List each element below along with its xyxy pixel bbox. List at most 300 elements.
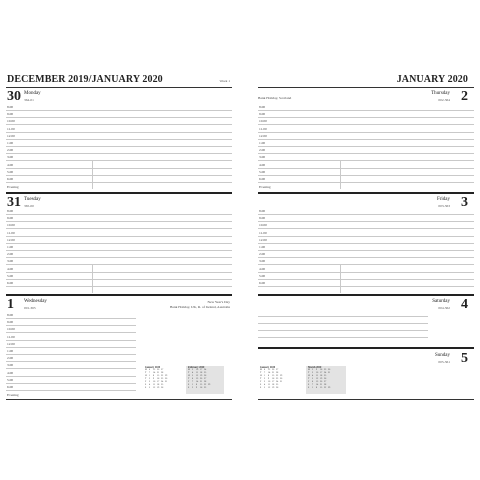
mini-calendar-cell: 23: [324, 369, 327, 371]
mini-calendar-cell: 21: [200, 381, 203, 383]
day-number-31: 31: [7, 195, 21, 210]
mini-calendar-cell: F: [188, 381, 190, 383]
time-slot-line[interactable]: [6, 160, 232, 161]
mini-calendar-cell: 29: [328, 387, 331, 389]
mini-calendar-cell: T: [260, 372, 262, 374]
time-slot-line[interactable]: [6, 168, 232, 169]
time-label: 5.00: [7, 377, 14, 382]
day-of-year: 004-362: [438, 306, 450, 310]
mini-calendar-cell: 28: [204, 381, 207, 383]
time-slot-line[interactable]: [6, 117, 232, 118]
time-slot-line[interactable]: [258, 110, 474, 111]
mini-calendar-cell: 12: [268, 387, 271, 389]
time-slot-line[interactable]: [6, 175, 232, 176]
time-label: 10.00: [7, 327, 15, 332]
mini-calendar-row: [145, 387, 172, 390]
day-name-sunday: Sunday: [435, 353, 450, 358]
mini-calendar-cell: 27: [204, 378, 207, 380]
mini-calendar-cell: 15: [272, 375, 275, 377]
mini-calendar-cell: 19: [320, 378, 323, 380]
mini-calendar-cell: 28: [161, 372, 164, 374]
mini-calendar-grid: [260, 369, 287, 390]
time-label: 9.00: [259, 112, 266, 117]
time-slot-line[interactable]: [258, 124, 474, 125]
mini-calendar-cell: T: [145, 378, 147, 380]
mini-calendar-cell: 30: [328, 369, 331, 371]
time-label: 10.00: [7, 119, 15, 124]
time-slot-line[interactable]: [258, 272, 474, 273]
time-slot-line[interactable]: [6, 250, 232, 251]
time-slot-line[interactable]: [6, 228, 232, 229]
time-label: 2.00: [7, 252, 14, 257]
mini-calendar-cell: M: [260, 369, 262, 371]
mini-calendar-cell: 22: [161, 375, 164, 377]
page-bottom-rule: [258, 399, 474, 400]
time-slot-line[interactable]: [6, 368, 136, 369]
time-slot-line[interactable]: [258, 243, 474, 244]
mini-calendar-title: January 2020: [145, 366, 161, 369]
mini-calendar-cell: 12: [153, 387, 156, 389]
note-line[interactable]: [258, 330, 428, 331]
time-label: 12.00: [7, 133, 15, 138]
mini-calendar-cell: 4: [149, 384, 151, 386]
time-label: 5.00: [7, 273, 14, 278]
day-name-thursday: Thursday: [431, 91, 450, 96]
time-label: 2.00: [259, 148, 266, 153]
mini-calendar-cell: 22: [204, 384, 207, 386]
mini-calendar-cell: S: [188, 384, 190, 386]
evening-label: Evening: [7, 185, 19, 190]
time-slot-line[interactable]: [258, 182, 474, 183]
time-label: 5.00: [7, 169, 14, 174]
mini-calendar-cell: 7: [149, 372, 151, 374]
time-label: 9.00: [7, 216, 14, 221]
mini-calendar-cell: 23: [204, 387, 207, 389]
mini-calendar-cell: 14: [153, 372, 156, 374]
time-slot-line[interactable]: [6, 318, 136, 319]
mini-calendar-cell: 18: [200, 372, 203, 374]
mini-calendar-cell: 8: [316, 387, 318, 389]
time-label: 3.00: [7, 259, 14, 264]
mini-calendar-cell: 23: [276, 378, 279, 380]
day-of-year: 001-365: [24, 306, 36, 310]
mini-calendar-cell: 26: [276, 387, 279, 389]
mini-calendar-cell: 9: [268, 378, 270, 380]
mini-calendar-cell: 3: [149, 381, 151, 383]
mini-calendar-cell: 5: [312, 378, 314, 380]
mini-calendar-title: February 2020: [188, 366, 205, 369]
mini-calendar-cell: M: [308, 369, 310, 371]
mini-calendar-cell: W: [260, 375, 263, 377]
time-label: 12.00: [7, 237, 15, 242]
time-slot-line[interactable]: [258, 286, 474, 287]
day-of-year: 003-363: [438, 204, 450, 208]
mini-calendar-cell: 6: [264, 369, 266, 371]
time-label: 4.00: [7, 266, 14, 271]
time-slot-line[interactable]: [6, 221, 232, 222]
mini-calendar-cell: 1: [312, 387, 314, 389]
mini-calendar-cell: 11: [153, 384, 156, 386]
mini-calendar-cell: 9: [316, 369, 318, 371]
mini-calendar-cell: 2: [312, 369, 314, 371]
mini-calendar-cell: 6: [192, 378, 194, 380]
time-label: 3.00: [259, 259, 266, 264]
mini-calendar-cell: 10: [316, 372, 319, 374]
mini-calendar-cell: W: [145, 375, 148, 377]
mini-calendar-cell: 2: [264, 378, 266, 380]
holiday-note: New Year's Day: [207, 300, 230, 304]
time-label: 6.00: [7, 385, 14, 389]
mini-calendar-grid: [308, 369, 335, 390]
mini-calendar-cell: 31: [280, 381, 283, 383]
mini-calendar-cell: 5: [192, 375, 194, 377]
mini-calendar-january: [260, 366, 287, 390]
mini-calendar-cell: 27: [276, 369, 279, 371]
time-slot-line[interactable]: [258, 228, 474, 229]
time-label: 8.00: [7, 209, 14, 213]
mini-calendar-title: January 2020: [260, 366, 276, 369]
mini-calendar-cell: 28: [276, 372, 279, 374]
mini-calendar-cell: 16: [200, 387, 203, 389]
mini-calendar-cell: 14: [196, 381, 199, 383]
time-slot-line[interactable]: [258, 168, 474, 169]
mini-calendar-cell: 13: [316, 381, 319, 383]
mini-calendar-february: [188, 366, 215, 390]
mini-calendar-cell: 26: [161, 387, 164, 389]
mini-calendar-grid: [188, 369, 215, 390]
mini-calendar-cell: 22: [276, 375, 279, 377]
column-divider: [340, 264, 341, 293]
day-number-30: 30: [7, 89, 21, 104]
mini-calendar-january: [145, 366, 172, 390]
column-divider: [92, 264, 93, 293]
mini-calendar-cell: 12: [316, 378, 319, 380]
mini-calendar-cell: 24: [161, 381, 164, 383]
time-slot-line[interactable]: [6, 272, 232, 273]
time-label: 1.00: [259, 141, 266, 145]
time-slot-line[interactable]: [6, 376, 136, 377]
note-line[interactable]: [258, 337, 428, 338]
time-label: 8.00: [7, 313, 14, 317]
mini-calendar-cell: 18: [320, 375, 323, 377]
time-label: 2.00: [7, 148, 14, 153]
mini-calendar-cell: W: [308, 375, 311, 377]
time-slot-line[interactable]: [258, 236, 474, 237]
mini-calendar-cell: 19: [272, 387, 275, 389]
time-label: 9.00: [259, 216, 266, 221]
time-slot-line[interactable]: [6, 361, 136, 362]
mini-calendar-cell: 20: [157, 369, 160, 371]
mini-calendar-cell: 25: [324, 375, 327, 377]
time-label: 6.00: [259, 177, 266, 181]
day-of-year: 005-361: [438, 360, 450, 364]
time-slot-line[interactable]: [258, 139, 474, 140]
time-slot-line[interactable]: [6, 383, 136, 384]
mini-calendar-cell: 24: [324, 372, 327, 374]
mini-calendar-cell: 27: [161, 369, 164, 371]
day-number-3: 3: [461, 195, 468, 210]
mini-calendar-cell: S: [145, 384, 147, 386]
mini-calendar-cell: T: [145, 372, 147, 374]
mini-calendar-cell: 30: [165, 378, 168, 380]
day-name-saturday: Saturday: [432, 299, 450, 304]
day-separator: [6, 294, 232, 296]
time-slot-line[interactable]: [6, 124, 232, 125]
time-slot-line[interactable]: [6, 340, 136, 341]
time-slot-line[interactable]: [6, 279, 232, 280]
time-label: 11.00: [259, 230, 267, 235]
time-label: 3.00: [259, 155, 266, 160]
time-label: 1.00: [7, 141, 14, 145]
time-slot-line[interactable]: [258, 214, 474, 215]
mini-calendar-cell: S: [260, 384, 262, 386]
mini-calendar-cell: 13: [268, 369, 271, 371]
time-slot-line[interactable]: [6, 286, 232, 287]
mini-calendar-cell: 14: [316, 384, 319, 386]
time-slot-line[interactable]: [258, 257, 474, 258]
mini-calendar-cell: 27: [324, 381, 327, 383]
mini-calendar-cell: 21: [157, 372, 160, 374]
mini-calendar-cell: S: [188, 387, 190, 389]
mini-calendar-grid: [145, 369, 172, 390]
column-divider: [92, 160, 93, 189]
mini-calendar-cell: 11: [196, 372, 199, 374]
time-label: 5.00: [259, 169, 266, 174]
mini-calendar-cell: 25: [204, 372, 207, 374]
day-number-4: 4: [461, 297, 468, 312]
mini-calendar-cell: 11: [268, 384, 271, 386]
day-separator: [258, 192, 474, 194]
time-slot-line[interactable]: [6, 243, 232, 244]
time-slot-line[interactable]: [6, 354, 136, 355]
time-label: 1.00: [7, 349, 14, 353]
mini-calendar-row: [260, 387, 287, 390]
evening-label: Evening: [259, 185, 271, 190]
mini-calendar-cell: 5: [149, 387, 151, 389]
mini-calendar-cell: 17: [320, 372, 323, 374]
mini-calendar-cell: T: [188, 372, 190, 374]
left-page-header: DECEMBER 2019/JANUARY 2020: [7, 74, 163, 85]
time-slot-line[interactable]: [258, 117, 474, 118]
mini-calendar-cell: 16: [320, 369, 323, 371]
mini-calendar-cell: 17: [200, 369, 203, 371]
time-slot-line[interactable]: [6, 264, 232, 265]
time-label: 12.00: [259, 133, 267, 138]
mini-calendar-cell: 31: [165, 381, 168, 383]
mini-calendar-cell: F: [145, 381, 147, 383]
mini-calendar-cell: 17: [272, 381, 275, 383]
mini-calendar-cell: 14: [268, 372, 271, 374]
time-label: 10.00: [259, 223, 267, 228]
mini-calendar-march: [308, 366, 335, 390]
time-label: 12.00: [7, 341, 15, 346]
time-slot-line[interactable]: [258, 153, 474, 154]
day-separator: [258, 347, 474, 349]
time-slot-line[interactable]: [6, 153, 232, 154]
time-label: 11.00: [7, 230, 15, 235]
mini-calendar-cell: 16: [272, 378, 275, 380]
mini-calendar-cell: 21: [320, 384, 323, 386]
time-slot-line[interactable]: [258, 175, 474, 176]
mini-calendar-cell: 26: [204, 375, 207, 377]
mini-calendar-cell: 9: [196, 387, 198, 389]
header-rule: [6, 87, 232, 88]
mini-calendar-row: [188, 387, 215, 390]
mini-calendar-cell: T: [188, 378, 190, 380]
mini-calendar-cell: 10: [268, 381, 271, 383]
mini-calendar-cell: T: [260, 378, 262, 380]
time-label: 4.00: [259, 266, 266, 271]
mini-calendar-cell: 3: [192, 369, 194, 371]
mini-calendar-cell: T: [308, 378, 310, 380]
day-of-year: 365-00: [24, 204, 34, 208]
mini-calendar-cell: 29: [165, 375, 168, 377]
mini-calendar-cell: 13: [196, 378, 199, 380]
mini-calendar-cell: 15: [200, 384, 203, 386]
time-slot-line[interactable]: [6, 132, 232, 133]
mini-calendar-cell: M: [145, 369, 147, 371]
mini-calendar-cell: 4: [312, 375, 314, 377]
mini-calendar-cell: 18: [157, 384, 160, 386]
mini-calendar-cell: 31: [328, 372, 331, 374]
time-slot-line[interactable]: [6, 257, 232, 258]
mini-calendar-cell: 15: [157, 375, 160, 377]
time-slot-line[interactable]: [6, 214, 232, 215]
time-label: 4.00: [7, 370, 14, 375]
mini-calendar-cell: 1: [192, 384, 194, 386]
time-label: 1.00: [7, 245, 14, 249]
mini-calendar-cell: 7: [192, 381, 194, 383]
time-label: 2.00: [259, 252, 266, 257]
time-slot-line[interactable]: [6, 110, 232, 111]
time-label: 5.00: [259, 273, 266, 278]
mini-calendar-cell: 2: [149, 378, 151, 380]
mini-calendar-cell: 19: [200, 375, 203, 377]
mini-calendar-cell: 2: [192, 387, 194, 389]
mini-calendar-cell: 24: [276, 381, 279, 383]
mini-calendar-cell: 15: [320, 387, 323, 389]
mini-calendar-cell: 11: [316, 375, 319, 377]
mini-calendar-cell: 8: [268, 375, 270, 377]
mini-calendar-cell: 23: [161, 378, 164, 380]
header-rule: [258, 87, 474, 88]
mini-calendar-cell: 20: [272, 369, 275, 371]
time-label: 8.00: [259, 105, 266, 109]
mini-calendar-cell: 7: [312, 384, 314, 386]
time-slot-line[interactable]: [6, 182, 232, 183]
mini-calendar-cell: 7: [264, 372, 266, 374]
mini-calendar-cell: 25: [276, 384, 279, 386]
time-slot-line[interactable]: [258, 132, 474, 133]
day-number-1: 1: [7, 297, 14, 312]
mini-calendar-cell: 1: [264, 375, 266, 377]
page-bottom-rule: [6, 399, 232, 400]
day-of-year: 002-364: [438, 98, 450, 102]
column-divider: [340, 160, 341, 189]
mini-calendar-cell: 18: [272, 384, 275, 386]
mini-calendar-cell: 16: [157, 378, 160, 380]
day-number-2: 2: [461, 89, 468, 104]
mini-calendar-cell: 25: [161, 384, 164, 386]
mini-calendar-cell: 6: [312, 381, 314, 383]
time-slot-line[interactable]: [6, 390, 136, 391]
time-slot-line[interactable]: [258, 221, 474, 222]
holiday-note-detail: Bank Holiday, UK, R. of Ireland, Australia: [169, 305, 230, 309]
day-name-wednesday: Wednesday: [24, 299, 47, 304]
day-name-monday: Monday: [24, 91, 41, 96]
mini-calendar-cell: F: [308, 381, 310, 383]
time-slot-line[interactable]: [258, 146, 474, 147]
day-name-friday: Friday: [436, 197, 450, 202]
day-of-year: 364-01: [24, 98, 34, 102]
time-slot-line[interactable]: [6, 325, 136, 326]
evening-label: Evening: [7, 393, 19, 398]
time-slot-line[interactable]: [6, 146, 232, 147]
time-slot-line[interactable]: [258, 264, 474, 265]
time-slot-line[interactable]: [258, 250, 474, 251]
mini-calendar-cell: 19: [157, 387, 160, 389]
mini-calendar-cell: 20: [200, 378, 203, 380]
week-number: Week 1: [219, 79, 230, 83]
time-slot-line[interactable]: [6, 139, 232, 140]
time-label: 9.00: [7, 112, 14, 117]
day-separator: [258, 294, 474, 296]
mini-calendar-cell: 3: [264, 381, 266, 383]
mini-calendar-cell: 6: [149, 369, 151, 371]
note-line[interactable]: [258, 323, 428, 324]
time-label: 11.00: [7, 334, 15, 339]
mini-calendar-cell: 1: [149, 375, 151, 377]
mini-calendar-cell: M: [188, 369, 190, 371]
mini-calendar-cell: 4: [192, 372, 194, 374]
mini-calendar-cell: S: [145, 387, 147, 389]
mini-calendar-cell: W: [188, 375, 191, 377]
time-label: 3.00: [7, 363, 14, 368]
mini-calendar-cell: 29: [208, 384, 211, 386]
time-slot-line[interactable]: [258, 160, 474, 161]
time-slot-line[interactable]: [258, 279, 474, 280]
time-slot-line[interactable]: [6, 347, 136, 348]
note-line[interactable]: [258, 316, 428, 317]
mini-calendar-cell: 3: [312, 372, 314, 374]
mini-calendar-cell: 28: [324, 384, 327, 386]
mini-calendar-cell: 20: [320, 381, 323, 383]
day-number-5: 5: [461, 351, 468, 366]
mini-calendar-cell: 5: [264, 387, 266, 389]
mini-calendar-cell: 17: [157, 381, 160, 383]
time-label: 9.00: [7, 320, 14, 325]
mini-calendar-cell: 10: [196, 369, 199, 371]
time-slot-line[interactable]: [6, 236, 232, 237]
mini-calendar-cell: 21: [272, 372, 275, 374]
mini-calendar-cell: 8: [196, 384, 198, 386]
mini-calendar-cell: 26: [324, 378, 327, 380]
time-label: 11.00: [259, 126, 267, 131]
holiday-note: Bank Holiday, Scotland: [258, 96, 292, 100]
day-separator: [6, 192, 232, 194]
mini-calendar-cell: 10: [153, 381, 156, 383]
time-label: 3.00: [7, 155, 14, 160]
time-label: 10.00: [259, 119, 267, 124]
time-label: 8.00: [259, 209, 266, 213]
mini-calendar-cell: T: [308, 372, 310, 374]
mini-calendar-cell: 8: [153, 375, 155, 377]
time-label: 11.00: [7, 126, 15, 131]
time-slot-line[interactable]: [6, 332, 136, 333]
day-name-tuesday: Tuesday: [24, 197, 41, 202]
mini-calendar-cell: 12: [196, 375, 199, 377]
mini-calendar-cell: S: [260, 387, 262, 389]
